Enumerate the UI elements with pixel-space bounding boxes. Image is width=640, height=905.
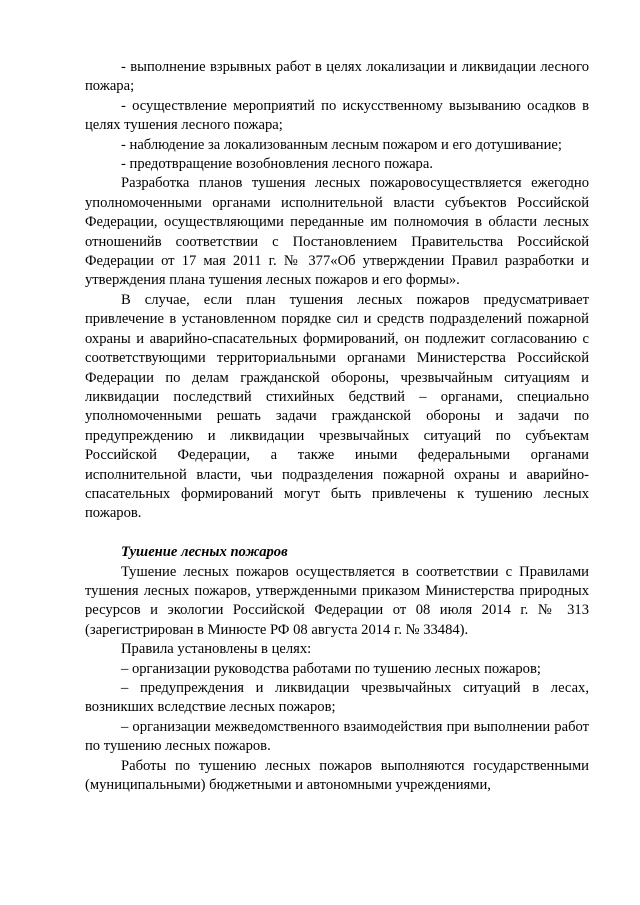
paragraph-plans: Разработка планов тушения лесных пожаровосуществляется ежегодно уполномоченными органами исполнительной власти субъектов Российской Федерации, осуществляющими переданные им полномочия в области лесных отношенийв соответствии с Постановлением Правительства Российской Федерации от 17 мая 2011 г. № 377«Об утверждении Правил разработки и утверждения плана тушения лесных пожаров и его формы». [85, 175, 589, 289]
document-page [85, 58, 589, 795]
paragraph-goals: Правила установлены в целях: [121, 641, 312, 658]
paragraph-works: Работы по тушению лесных пожаров выполняются государственными (муниципальными) бюджетными и автономными учреждениями, [85, 757, 589, 794]
list-item: – организации руководства работами по тушению лесных пожаров; [121, 660, 541, 677]
list-item: – предупреждения и ликвидации чрезвычайных ситуаций в лесах, возникших вследствие лесных пожаров; [85, 679, 589, 716]
list-item: - предотвращение возобновления лесного пожара. [121, 156, 433, 173]
list-item: - наблюдение за локализованным лесным пожаром и его дотушивание; [121, 136, 562, 153]
list-item: - осуществление мероприятий по искусственному вызыванию осадков в целях тушения лесного пожара; [85, 97, 589, 134]
list-item: - выполнение взрывных работ в целях локализации и ликвидации лесного пожара; [85, 59, 589, 95]
paragraph-case: В случае, если план тушения лесных пожаров предусматривает привлечение в установленном порядке сил и средств подразделений пожарной охраны и аварийно-спасательных формирований, он подлежит согласованию с соответствующими территориальными органами Министерства Российской Федерации по делам гражданской обороны, чрезвычайным ситуациям и ликвидации последствий стихийных бедствий – органами, специально уполномоченными решать задачи гражданской обороны и задачи по предупреждению и ликвидации чрезвычайных ситуаций по субъектам Российской Федерации, а также иными федеральными органами исполнительной власти, чьи подразделения пожарной охраны и аварийно-спасательных формирований могут быть привлечены к тушению лесных пожаров. [85, 291, 589, 522]
list-item: – организации межведомственного взаимодействия при выполнении работ по тушению лесных пожаров. [85, 718, 589, 755]
section-heading: Тушение лесных пожаров [121, 544, 288, 561]
blank-line [85, 524, 589, 543]
paragraph-rules: Тушение лесных пожаров осуществляется в соответствии с Правилами тушения лесных пожаров, утвержденными приказом Министерства природных ресурсов и экологии Российской Федерации от 08 июля 2014 г. № 313 (зарегистрирован в Минюсте РФ 08 августа 2014 г. № 33484). [85, 563, 589, 638]
